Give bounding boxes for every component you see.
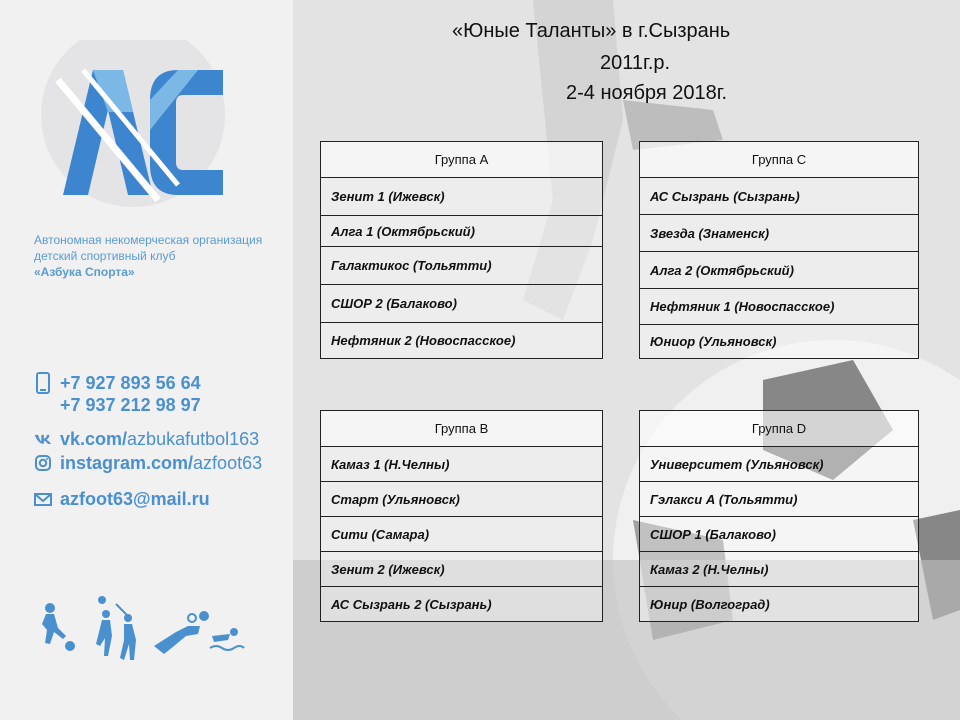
contacts bbox=[34, 372, 262, 510]
tournament-dates: 2-4 ноября 2018г. bbox=[566, 82, 728, 104]
group-c-header: Группа C bbox=[640, 142, 919, 178]
table-row: Зенит 2 (Ижевск) bbox=[321, 552, 603, 587]
ac-logo bbox=[38, 40, 238, 215]
table-row: Сити (Самара) bbox=[321, 517, 603, 552]
table-row: Юниор (Ульяновск) bbox=[640, 325, 919, 359]
phone-icon bbox=[34, 372, 52, 394]
table-row: СШОР 1 (Балаково) bbox=[640, 517, 919, 552]
table-row: Звезда (Знаменск) bbox=[640, 215, 919, 252]
table-row: Алга 1 (Октябрьский) bbox=[321, 216, 603, 247]
group-b-table bbox=[320, 410, 603, 622]
table-row: Университет (Ульяновск) bbox=[640, 447, 919, 482]
instagram-link-path[interactable]: azfoot63 bbox=[193, 453, 263, 473]
vk-link-prefix[interactable]: vk.com/ bbox=[60, 429, 128, 449]
email-link[interactable]: azfoot63@mail.ru bbox=[60, 489, 210, 509]
vk-icon bbox=[34, 428, 52, 450]
birth-year: 2011г.р. bbox=[600, 52, 671, 74]
vk-link-path[interactable]: azbukafutbol163 bbox=[127, 429, 260, 449]
org-line-1: Автономная некомерческая организация bbox=[34, 233, 263, 247]
vk-row[interactable] bbox=[34, 428, 262, 450]
table-row: Камаз 1 (Н.Челны) bbox=[321, 447, 603, 482]
football-player-icon bbox=[42, 603, 75, 651]
basketball-players-icon bbox=[96, 596, 136, 660]
instagram-link-prefix[interactable]: instagram.com/ bbox=[60, 453, 194, 473]
tournament-title: «Юные Таланты» в г.Сызрань bbox=[452, 20, 731, 42]
volleyball-player-icon bbox=[154, 611, 209, 654]
phone-number-2[interactable]: +7 937 212 98 97 bbox=[60, 395, 201, 415]
sidebar bbox=[0, 0, 293, 720]
instagram-row[interactable] bbox=[34, 452, 262, 474]
table-row: Камаз 2 (Н.Челны) bbox=[640, 552, 919, 587]
email-row[interactable] bbox=[34, 488, 262, 510]
org-name: «Азбука Спорта» bbox=[34, 265, 135, 279]
group-d-table bbox=[639, 410, 919, 622]
phone-number-1[interactable]: +7 927 893 56 64 bbox=[60, 373, 201, 393]
group-a-table bbox=[320, 141, 603, 359]
table-row: СШОР 2 (Балаково) bbox=[321, 285, 603, 323]
table-row: Старт (Ульяновск) bbox=[321, 482, 603, 517]
sport-icons bbox=[36, 596, 246, 662]
swimmer-icon bbox=[210, 628, 244, 650]
table-row: Юнир (Волгоград) bbox=[640, 587, 919, 622]
table-row: АС Сызрань 2 (Сызрань) bbox=[321, 587, 603, 622]
table-row: Нефтяник 1 (Новоспасское) bbox=[640, 289, 919, 325]
table-row: Галактикос (Тольятти) bbox=[321, 247, 603, 285]
group-d-header: Группа D bbox=[640, 411, 919, 447]
org-line-2: детский спортивный клуб bbox=[34, 249, 176, 263]
group-c-table bbox=[639, 141, 919, 359]
phone-row bbox=[34, 372, 262, 394]
phone-row-2 bbox=[60, 394, 262, 416]
mail-icon bbox=[34, 488, 52, 510]
table-row: Нефтяник 2 (Новоспасское) bbox=[321, 323, 603, 359]
organization-info bbox=[34, 232, 284, 280]
table-row: Зенит 1 (Ижевск) bbox=[321, 178, 603, 216]
table-row: Гэлакси А (Тольятти) bbox=[640, 482, 919, 517]
instagram-icon bbox=[34, 452, 52, 474]
table-row: АС Сызрань (Сызрань) bbox=[640, 178, 919, 215]
table-row: Алга 2 (Октябрьский) bbox=[640, 252, 919, 289]
group-a-header: Группа A bbox=[321, 142, 603, 178]
group-b-header: Группа B bbox=[321, 411, 603, 447]
